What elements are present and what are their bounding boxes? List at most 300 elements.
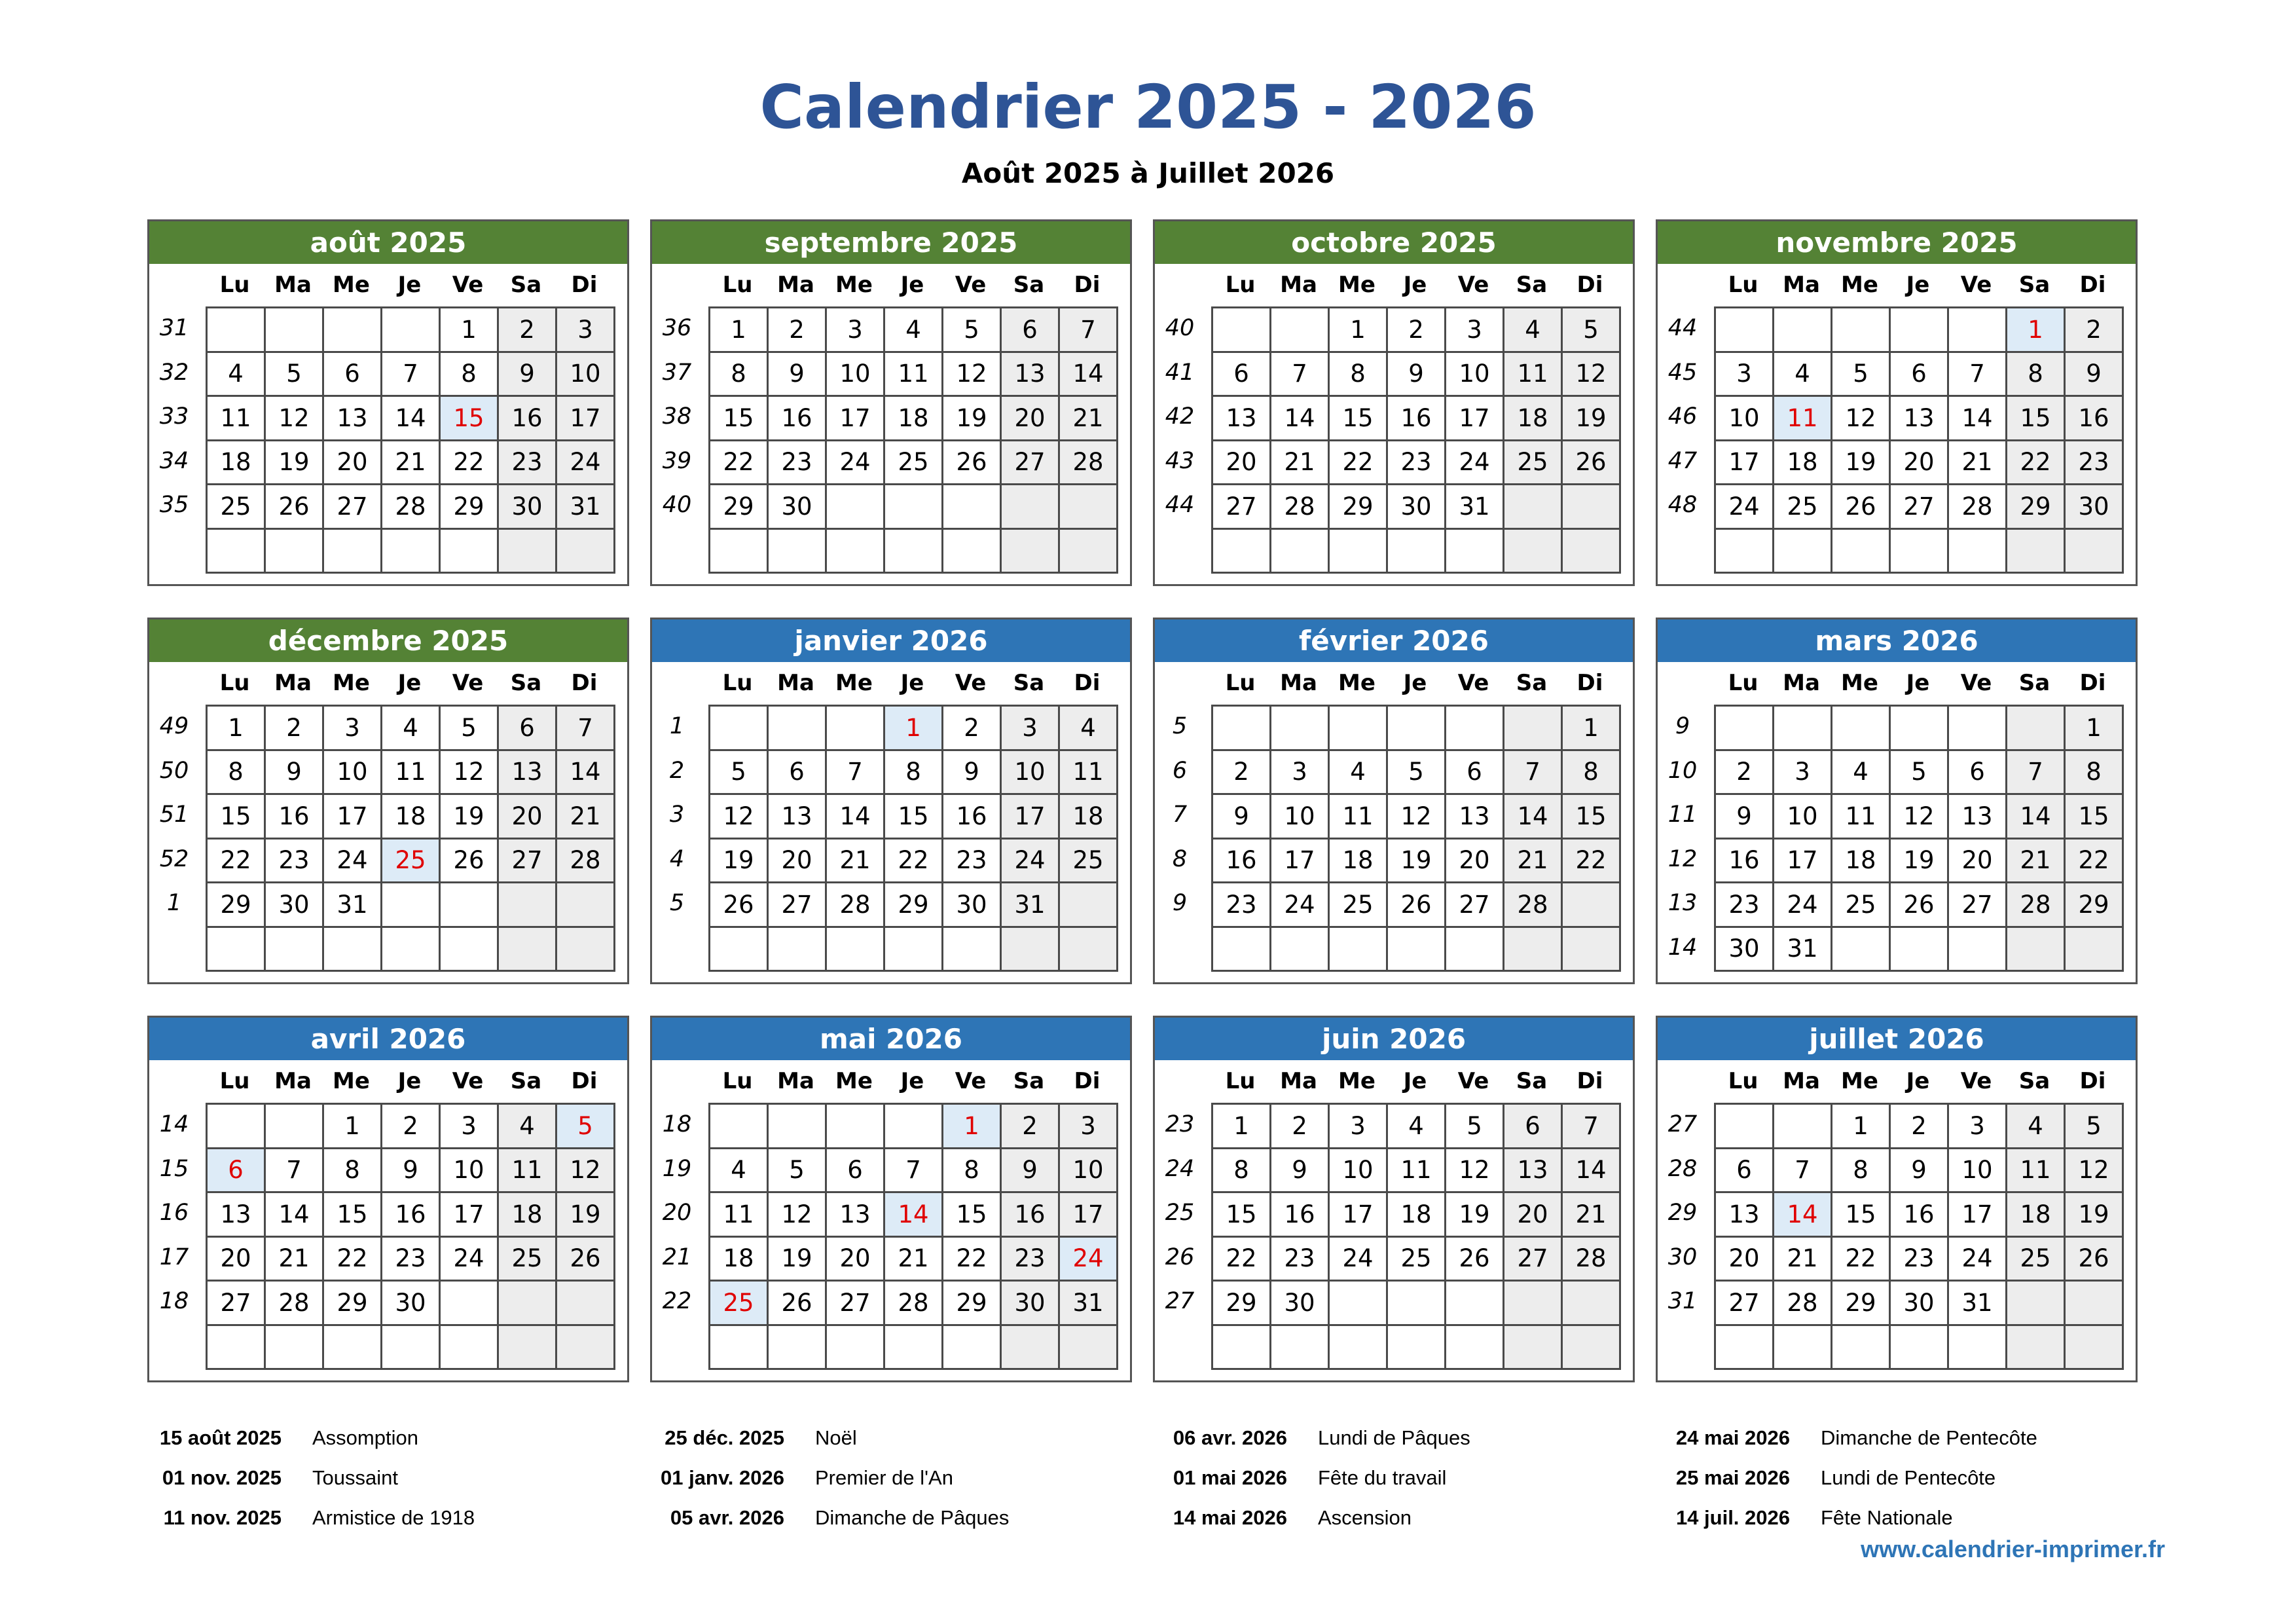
day-cell: 6 <box>1890 352 1948 396</box>
empty-day-cell <box>1562 1281 1620 1325</box>
empty-day-cell <box>1562 883 1620 927</box>
weekday-header: Je <box>900 670 924 696</box>
day-cell: 5 <box>1446 1104 1504 1149</box>
empty-day-cell <box>323 308 382 352</box>
week-row <box>710 1325 1118 1369</box>
week-number: 4 <box>669 845 685 872</box>
month-calendar <box>147 219 629 586</box>
weekday-header: Je <box>397 1068 422 1094</box>
day-cell: 29 <box>323 1281 382 1325</box>
day-cell: 28 <box>1059 440 1118 485</box>
empty-day-cell <box>710 528 768 573</box>
day-cell: 9 <box>1271 1148 1329 1192</box>
weekday-header: Ma <box>274 1068 312 1094</box>
week-number: 47 <box>1667 447 1698 474</box>
holiday-name: Dimanche de Pentecôte <box>1821 1426 2037 1449</box>
day-cell: 27 <box>207 1281 265 1325</box>
week-number: 44 <box>1165 492 1195 518</box>
empty-day-cell <box>1212 927 1271 971</box>
empty-day-cell <box>323 528 382 573</box>
weekday-header: Ma <box>1783 272 1820 298</box>
holiday-day-cell: 15 <box>440 396 498 441</box>
day-cell: 12 <box>440 750 498 794</box>
weekday-header: Sa <box>1013 670 1045 696</box>
day-cell: 23 <box>768 440 826 485</box>
weekday-header: Ve <box>452 670 484 696</box>
empty-day-cell <box>1446 1281 1504 1325</box>
holiday-entry <box>1156 1498 1667 1538</box>
day-cell: 11 <box>1504 352 1562 396</box>
week-number: 30 <box>1667 1244 1698 1270</box>
weekday-header: Je <box>1403 670 1427 696</box>
day-cell: 2 <box>1212 750 1271 794</box>
day-cell: 4 <box>1504 308 1562 352</box>
day-cell: 3 <box>556 308 615 352</box>
day-cell: 10 <box>1329 1148 1387 1192</box>
day-cell: 24 <box>1446 440 1504 485</box>
month-calendar <box>147 1016 629 1382</box>
day-cell: 17 <box>440 1192 498 1237</box>
empty-day-cell <box>826 1104 884 1149</box>
empty-day-cell <box>826 528 884 573</box>
week-number: 35 <box>159 492 189 518</box>
holiday-entry <box>1659 1498 2170 1538</box>
holiday-date: 01 janv. 2026 <box>660 1466 784 1489</box>
holiday-entry <box>1659 1458 2170 1498</box>
weekday-header: Di <box>1576 1068 1603 1094</box>
holiday-day-cell: 14 <box>1774 1192 1832 1237</box>
day-cell: 28 <box>2007 883 2065 927</box>
empty-day-cell <box>1271 528 1329 573</box>
week-row <box>710 750 1118 794</box>
empty-day-cell <box>2007 1281 2065 1325</box>
day-cell: 22 <box>1329 440 1387 485</box>
empty-day-cell <box>1774 706 1832 750</box>
empty-day-cell <box>1890 1325 1948 1369</box>
day-cell: 2 <box>265 706 323 750</box>
week-row <box>1212 794 1620 839</box>
holiday-day-cell: 5 <box>556 1104 615 1149</box>
holiday-entry <box>653 1498 1164 1538</box>
weekday-header: Ve <box>1457 1068 1489 1094</box>
day-cell: 30 <box>768 485 826 529</box>
empty-day-cell <box>1715 308 1774 352</box>
week-row <box>710 352 1118 396</box>
day-cell: 15 <box>1212 1192 1271 1237</box>
day-cell: 29 <box>207 883 265 927</box>
day-cell: 26 <box>265 485 323 529</box>
day-cell: 13 <box>1948 794 2007 839</box>
weekday-header: Me <box>1338 272 1376 298</box>
empty-day-cell <box>382 1325 440 1369</box>
day-cell: 17 <box>1329 1192 1387 1237</box>
day-cell: 27 <box>768 883 826 927</box>
empty-day-cell <box>440 1281 498 1325</box>
day-cell: 24 <box>440 1236 498 1281</box>
week-number: 15 <box>159 1155 189 1182</box>
day-cell: 6 <box>768 750 826 794</box>
empty-day-cell <box>382 883 440 927</box>
day-cell: 6 <box>1001 308 1059 352</box>
day-cell: 29 <box>1832 1281 1890 1325</box>
week-number: 48 <box>1667 492 1698 518</box>
day-cell: 9 <box>2065 352 2123 396</box>
empty-day-cell <box>1562 485 1620 529</box>
day-cell: 22 <box>884 838 943 883</box>
weekday-header: Ve <box>955 1068 987 1094</box>
empty-day-cell <box>382 528 440 573</box>
day-cell: 12 <box>2065 1148 2123 1192</box>
week-row <box>1212 396 1620 441</box>
day-cell: 8 <box>2007 352 2065 396</box>
weekday-header: Sa <box>1013 272 1045 298</box>
day-cell: 14 <box>382 396 440 441</box>
week-number <box>156 1324 192 1369</box>
week-number <box>1161 1324 1198 1369</box>
empty-day-cell <box>440 927 498 971</box>
empty-day-cell <box>1387 1325 1446 1369</box>
day-cell: 11 <box>1387 1148 1446 1192</box>
weekday-header: Je <box>900 1068 924 1094</box>
holiday-entry <box>653 1418 1164 1458</box>
empty-day-cell <box>1504 927 1562 971</box>
empty-day-cell <box>1387 927 1446 971</box>
day-cell: 17 <box>1446 396 1504 441</box>
day-cell: 1 <box>207 706 265 750</box>
day-cell: 20 <box>1890 440 1948 485</box>
day-cell: 26 <box>943 440 1001 485</box>
day-cell: 13 <box>1715 1192 1774 1237</box>
week-row <box>710 706 1118 750</box>
day-cell: 5 <box>943 308 1001 352</box>
day-cell: 3 <box>1446 308 1504 352</box>
day-cell: 2 <box>768 308 826 352</box>
empty-day-cell <box>440 883 498 927</box>
week-number: 41 <box>1165 359 1195 386</box>
days-grid <box>1211 306 1621 574</box>
month-title: février 2026 <box>1155 619 1633 662</box>
day-cell: 25 <box>1059 838 1118 883</box>
day-cell: 14 <box>1948 396 2007 441</box>
day-cell: 17 <box>556 396 615 441</box>
empty-day-cell <box>207 1104 265 1149</box>
empty-day-cell <box>1562 1325 1620 1369</box>
day-cell: 9 <box>1212 794 1271 839</box>
day-cell: 30 <box>943 883 1001 927</box>
week-row <box>1715 440 2123 485</box>
month-title: octobre 2025 <box>1155 221 1633 264</box>
weekday-header: Je <box>397 272 422 298</box>
week-row <box>1212 927 1620 971</box>
day-cell: 19 <box>265 440 323 485</box>
week-number: 7 <box>1172 802 1188 828</box>
week-number: 18 <box>662 1111 692 1137</box>
week-number: 42 <box>1165 403 1195 430</box>
empty-day-cell <box>1001 1325 1059 1369</box>
weekday-header: Ma <box>1280 670 1317 696</box>
week-number: 9 <box>1172 890 1188 916</box>
day-cell: 22 <box>323 1236 382 1281</box>
empty-day-cell <box>1948 1325 2007 1369</box>
empty-day-cell <box>1001 927 1059 971</box>
day-cell: 18 <box>1832 838 1890 883</box>
empty-day-cell <box>1715 528 1774 573</box>
empty-day-cell <box>498 1281 556 1325</box>
day-cell: 27 <box>498 838 556 883</box>
holiday-entry <box>151 1458 661 1498</box>
week-row <box>710 308 1118 352</box>
month-calendar <box>1153 618 1635 984</box>
week-row <box>1715 750 2123 794</box>
day-cell: 20 <box>207 1236 265 1281</box>
day-cell: 1 <box>2065 706 2123 750</box>
holiday-day-cell: 25 <box>710 1281 768 1325</box>
weekday-header: Me <box>333 670 370 696</box>
week-row <box>1212 485 1620 529</box>
week-number: 9 <box>1675 713 1690 739</box>
day-cell: 15 <box>710 396 768 441</box>
week-row <box>710 838 1118 883</box>
day-cell: 20 <box>1948 838 2007 883</box>
empty-day-cell <box>265 1325 323 1369</box>
day-cell: 15 <box>1562 794 1620 839</box>
day-cell: 18 <box>498 1192 556 1237</box>
empty-day-cell <box>1890 528 1948 573</box>
day-cell: 19 <box>556 1192 615 1237</box>
week-number: 29 <box>1667 1200 1698 1226</box>
empty-day-cell <box>884 1104 943 1149</box>
day-cell: 8 <box>710 352 768 396</box>
weekday-header: Me <box>1841 670 1878 696</box>
day-cell: 31 <box>1001 883 1059 927</box>
empty-day-cell <box>1948 927 2007 971</box>
empty-day-cell <box>1329 1325 1387 1369</box>
week-number: 8 <box>1172 845 1188 872</box>
holiday-date: 24 mai 2026 <box>1675 1426 1790 1449</box>
week-row <box>207 927 615 971</box>
day-cell: 1 <box>1212 1104 1271 1149</box>
week-number <box>1664 528 1701 572</box>
week-number <box>1664 1324 1701 1369</box>
day-cell: 3 <box>1001 706 1059 750</box>
day-cell: 1 <box>323 1104 382 1149</box>
day-cell: 29 <box>943 1281 1001 1325</box>
days-grid <box>1714 1103 2124 1370</box>
day-cell: 3 <box>1059 1104 1118 1149</box>
week-row <box>710 794 1118 839</box>
holiday-name: Dimanche de Pâques <box>815 1506 1010 1529</box>
week-number: 22 <box>662 1288 692 1314</box>
week-number <box>659 528 695 572</box>
day-cell: 26 <box>556 1236 615 1281</box>
day-cell: 4 <box>1832 750 1890 794</box>
week-row <box>1715 1236 2123 1281</box>
day-cell: 15 <box>1832 1192 1890 1237</box>
day-cell: 22 <box>2065 838 2123 883</box>
day-cell: 26 <box>1832 485 1890 529</box>
week-row <box>207 308 615 352</box>
day-cell: 29 <box>2065 883 2123 927</box>
empty-day-cell <box>1890 706 1948 750</box>
day-cell: 28 <box>1504 883 1562 927</box>
week-number: 24 <box>1165 1155 1195 1182</box>
day-cell: 13 <box>768 794 826 839</box>
days-grid <box>708 306 1118 574</box>
day-cell: 29 <box>2007 485 2065 529</box>
day-cell: 7 <box>1059 308 1118 352</box>
empty-day-cell <box>1890 308 1948 352</box>
day-cell: 18 <box>382 794 440 839</box>
week-number: 5 <box>1172 713 1188 739</box>
day-cell: 5 <box>768 1148 826 1192</box>
week-row <box>207 352 615 396</box>
website-link[interactable]: www.calendrier-imprimer.fr <box>1861 1536 2165 1562</box>
day-cell: 30 <box>2065 485 2123 529</box>
empty-day-cell <box>207 528 265 573</box>
day-cell: 11 <box>710 1192 768 1237</box>
day-cell: 23 <box>1271 1236 1329 1281</box>
weekday-header: Ve <box>1457 670 1489 696</box>
week-row <box>207 485 615 529</box>
empty-day-cell <box>1446 927 1504 971</box>
day-cell: 18 <box>710 1236 768 1281</box>
day-cell: 18 <box>2007 1192 2065 1237</box>
day-cell: 19 <box>1562 396 1620 441</box>
day-cell: 28 <box>1271 485 1329 529</box>
day-cell: 8 <box>2065 750 2123 794</box>
day-cell: 22 <box>207 838 265 883</box>
day-cell: 8 <box>943 1148 1001 1192</box>
day-cell: 14 <box>1059 352 1118 396</box>
month-title: janvier 2026 <box>652 619 1130 662</box>
day-cell: 16 <box>265 794 323 839</box>
day-cell: 23 <box>1387 440 1446 485</box>
day-cell: 26 <box>1562 440 1620 485</box>
day-cell: 8 <box>207 750 265 794</box>
empty-day-cell <box>1715 706 1774 750</box>
day-cell: 2 <box>1271 1104 1329 1149</box>
day-cell: 5 <box>1387 750 1446 794</box>
weekday-header: Lu <box>1728 272 1758 298</box>
week-row <box>207 1104 615 1149</box>
day-cell: 1 <box>1562 706 1620 750</box>
day-cell: 23 <box>943 838 1001 883</box>
day-cell: 17 <box>323 794 382 839</box>
week-number: 3 <box>669 802 685 828</box>
holiday-day-cell: 14 <box>884 1192 943 1237</box>
weekday-header: Lu <box>1225 670 1256 696</box>
week-number: 39 <box>662 447 692 474</box>
page-subtitle: Août 2025 à Juillet 2026 <box>961 157 1335 189</box>
day-cell: 2 <box>1001 1104 1059 1149</box>
holiday-name: Lundi de Pâques <box>1318 1426 1470 1449</box>
day-cell: 2 <box>498 308 556 352</box>
day-cell: 16 <box>1387 396 1446 441</box>
holiday-date: 06 avr. 2026 <box>1173 1426 1287 1449</box>
empty-day-cell <box>2007 528 2065 573</box>
day-cell: 1 <box>440 308 498 352</box>
holiday-name: Fête du travail <box>1318 1466 1447 1489</box>
holiday-entry <box>653 1458 1164 1498</box>
day-cell: 21 <box>826 838 884 883</box>
day-cell: 25 <box>207 485 265 529</box>
day-cell: 17 <box>1271 838 1329 883</box>
empty-day-cell <box>826 706 884 750</box>
weekday-header: Ma <box>1280 272 1317 298</box>
day-cell: 26 <box>1446 1236 1504 1281</box>
days-grid <box>1211 1103 1621 1370</box>
day-cell: 29 <box>440 485 498 529</box>
empty-day-cell <box>943 1325 1001 1369</box>
month-title: août 2025 <box>149 221 627 264</box>
day-cell: 6 <box>1446 750 1504 794</box>
month-title: avril 2026 <box>149 1018 627 1060</box>
day-cell: 8 <box>1832 1148 1890 1192</box>
empty-day-cell <box>1387 528 1446 573</box>
month-title: novembre 2025 <box>1658 221 2136 264</box>
day-cell: 13 <box>498 750 556 794</box>
day-cell: 28 <box>1562 1236 1620 1281</box>
day-cell: 16 <box>943 794 1001 839</box>
day-cell: 16 <box>1212 838 1271 883</box>
weekday-header: Ma <box>1783 1068 1820 1094</box>
weekday-header: Me <box>835 272 873 298</box>
day-cell: 2 <box>1715 750 1774 794</box>
day-cell: 14 <box>1271 396 1329 441</box>
week-row <box>1212 1104 1620 1149</box>
empty-day-cell <box>768 1325 826 1369</box>
week-number: 40 <box>1165 315 1195 341</box>
weekday-header: Ma <box>1783 670 1820 696</box>
day-cell: 7 <box>382 352 440 396</box>
day-cell: 11 <box>1059 750 1118 794</box>
day-cell: 27 <box>1212 485 1271 529</box>
week-row <box>1715 528 2123 573</box>
empty-day-cell <box>2065 1281 2123 1325</box>
day-cell: 3 <box>1948 1104 2007 1149</box>
empty-day-cell <box>323 927 382 971</box>
empty-day-cell <box>1832 308 1890 352</box>
day-cell: 23 <box>265 838 323 883</box>
weekday-header: Di <box>1576 670 1603 696</box>
day-cell: 6 <box>323 352 382 396</box>
empty-day-cell <box>884 528 943 573</box>
week-row <box>710 396 1118 441</box>
month-title: mars 2026 <box>1658 619 2136 662</box>
holiday-date: 11 nov. 2025 <box>163 1506 282 1529</box>
empty-day-cell <box>884 1325 943 1369</box>
empty-day-cell <box>884 485 943 529</box>
empty-day-cell <box>1446 706 1504 750</box>
day-cell: 15 <box>2007 396 2065 441</box>
day-cell: 23 <box>1715 883 1774 927</box>
day-cell: 22 <box>710 440 768 485</box>
empty-day-cell <box>265 1104 323 1149</box>
week-number: 11 <box>1667 802 1698 828</box>
week-number <box>156 926 192 970</box>
month-calendar <box>1656 1016 2138 1382</box>
week-number: 28 <box>1667 1155 1698 1182</box>
day-cell: 26 <box>1387 883 1446 927</box>
empty-day-cell <box>1001 485 1059 529</box>
week-number <box>1161 926 1198 970</box>
day-cell: 4 <box>2007 1104 2065 1149</box>
month-calendar <box>1153 1016 1635 1382</box>
day-cell: 16 <box>1271 1192 1329 1237</box>
week-number: 26 <box>1165 1244 1195 1270</box>
weekday-header: Me <box>835 1068 873 1094</box>
week-row <box>1212 883 1620 927</box>
